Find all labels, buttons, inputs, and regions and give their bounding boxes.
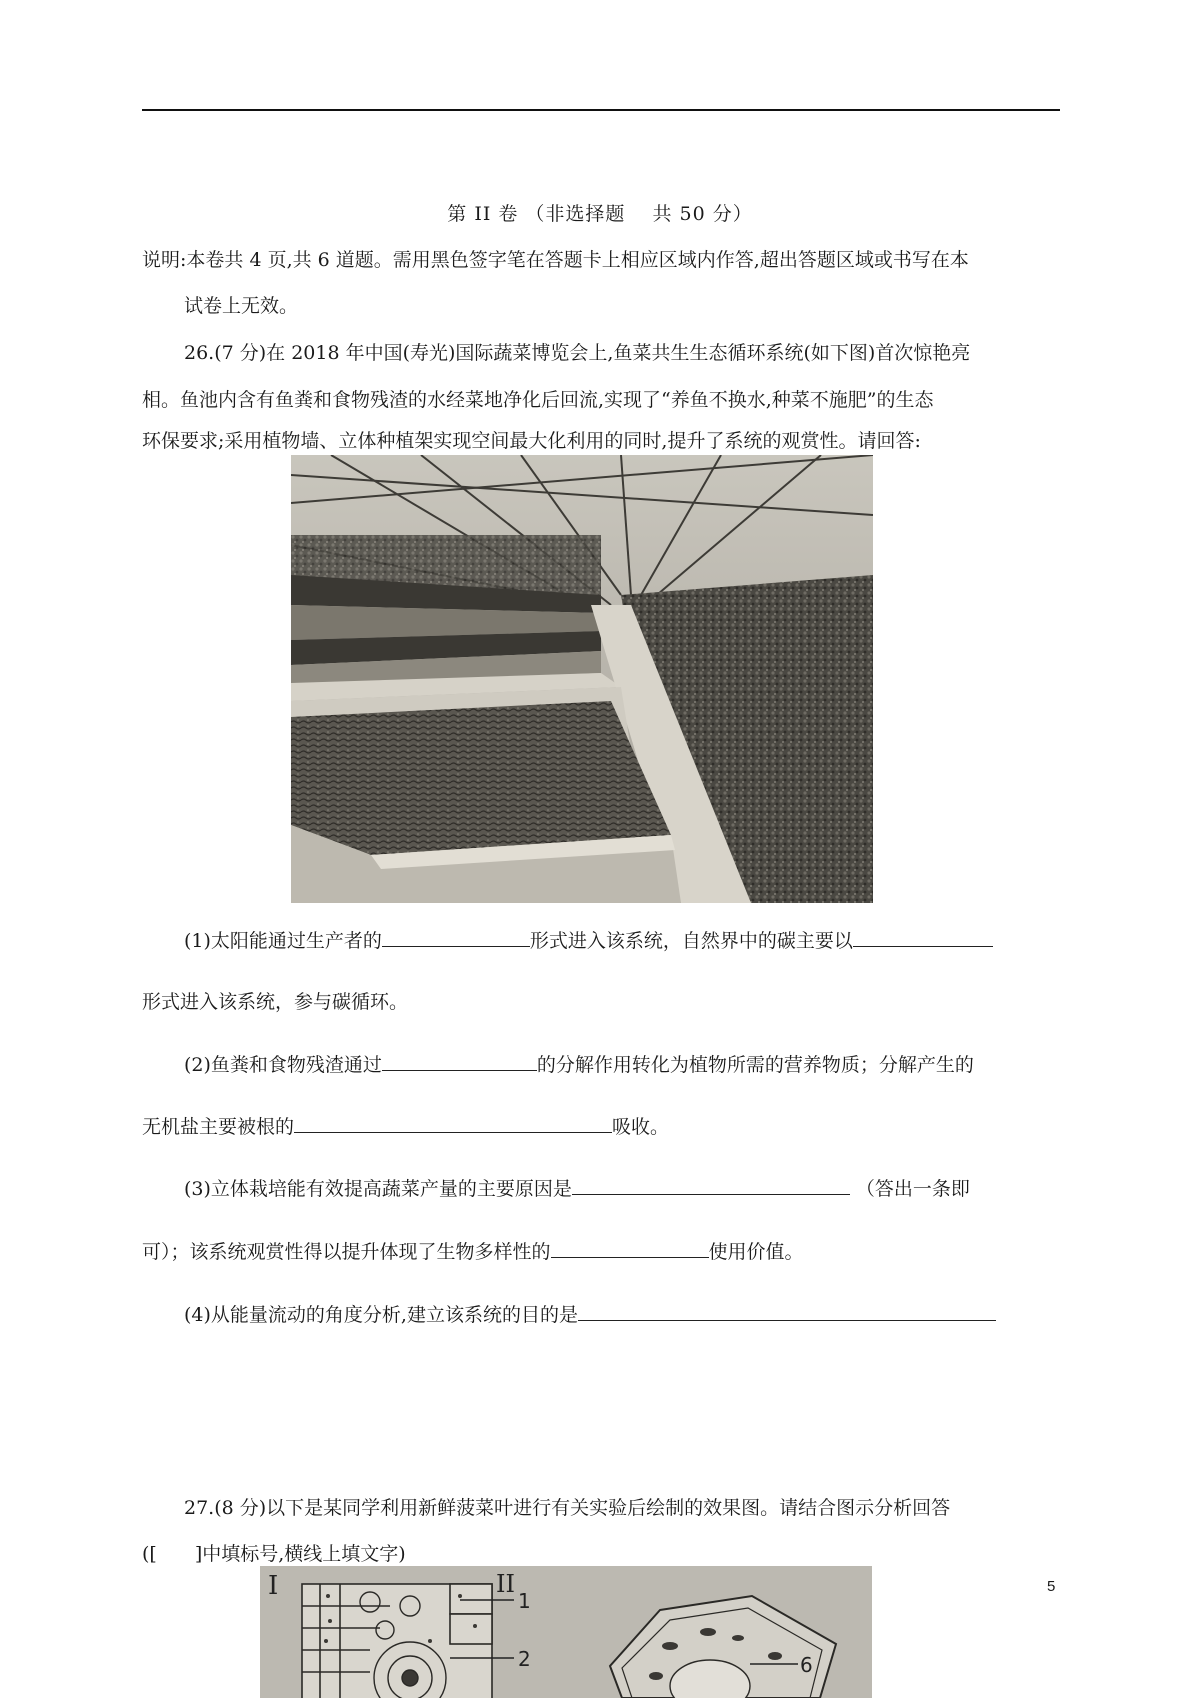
page-number: 5	[1047, 1578, 1056, 1595]
q26-part3-line1	[184, 1174, 970, 1203]
q27-stem-line1: 27.(8 分)以下是某同学利用新鲜菠菜叶进行有关实验后绘制的效果图。请结合图示分析回答	[184, 1497, 951, 1519]
q26-part3-line2	[142, 1237, 804, 1266]
q26-part2-text-c: 无机盐主要被根的	[142, 1116, 295, 1138]
q27-stem-line2: ([ ]中填标号,横线上填文字)	[142, 1543, 406, 1565]
q26-part1-line1	[184, 926, 993, 955]
header-rule	[142, 109, 1060, 111]
q26-part2-text-d: 吸收。	[612, 1116, 670, 1138]
figure-label-6: 6	[800, 1653, 813, 1677]
q26-part2-line1	[184, 1050, 974, 1079]
greenhouse-photo	[291, 455, 873, 903]
leaf-cell-figure	[260, 1566, 872, 1698]
q26-part3-text-a: (3)立体栽培能有效提高蔬菜产量的主要原因是	[184, 1178, 572, 1200]
q26-part3-text-b: （答出一条即	[855, 1178, 970, 1200]
greenhouse-photo-drawing	[291, 455, 873, 903]
leaf-cell-drawing	[260, 1566, 872, 1698]
q26-stem-line1: 26.(7 分)在 2018 年中国(寿光)国际蔬菜博览会上,鱼菜共生生态循环系统(如下图)首次惊艳亮	[184, 342, 971, 364]
q26-blank-3[interactable]	[382, 1050, 537, 1071]
q26-part2-text-b: 的分解作用转化为植物所需的营养物质；分解产生的	[536, 1054, 974, 1076]
q26-blank-1[interactable]	[382, 926, 530, 947]
q26-part2-text-a: (2)鱼粪和食物残渣通过	[184, 1054, 382, 1076]
figure-label-1: 1	[518, 1589, 531, 1613]
q26-blank-7[interactable]	[578, 1300, 996, 1321]
figure-label-II: II	[496, 1570, 515, 1598]
q26-blank-2[interactable]	[853, 926, 993, 947]
q26-part1-text-a: (1)太阳能通过生产者的	[184, 930, 382, 952]
q26-stem-line3: 环保要求;采用植物墙、立体种植架实现空间最大化利用的同时,提升了系统的观赏性。请回答:	[142, 430, 921, 452]
q26-blank-5[interactable]	[572, 1174, 850, 1195]
section-note-line1: 说明:本卷共 4 页,共 6 道题。需用黑色签字笔在答题卡上相应区域内作答,超出答题区域或书写在本	[142, 249, 969, 271]
figure-label-2: 2	[518, 1647, 531, 1671]
q26-part3-text-c: 可）；该系统观赏性得以提升体现了生物多样性的	[142, 1241, 551, 1263]
q26-part1-text-b: 形式进入该系统，自然界中的碳主要以	[529, 930, 853, 952]
q26-blank-6[interactable]	[551, 1237, 709, 1258]
q26-part1-text-c: 形式进入该系统，参与碳循环。	[142, 991, 409, 1013]
q26-stem-line2: 相。鱼池内含有鱼粪和食物残渣的水经菜地净化后回流,实现了“养鱼不换水,种菜不施肥”的生态	[142, 389, 934, 411]
q26-blank-4[interactable]	[294, 1112, 612, 1133]
figure-label-I: I	[268, 1571, 279, 1601]
section-title: 第 II 卷 （非选择题 共 50 分）	[447, 203, 753, 225]
q26-part4-text-a: (4)从能量流动的角度分析,建立该系统的目的是	[184, 1304, 578, 1326]
section-note-line2: 试卷上无效。	[184, 295, 299, 317]
q26-part4-line1	[184, 1300, 996, 1329]
q26-part2-line2	[142, 1112, 669, 1141]
q26-part3-text-d: 使用价值。	[708, 1241, 804, 1263]
